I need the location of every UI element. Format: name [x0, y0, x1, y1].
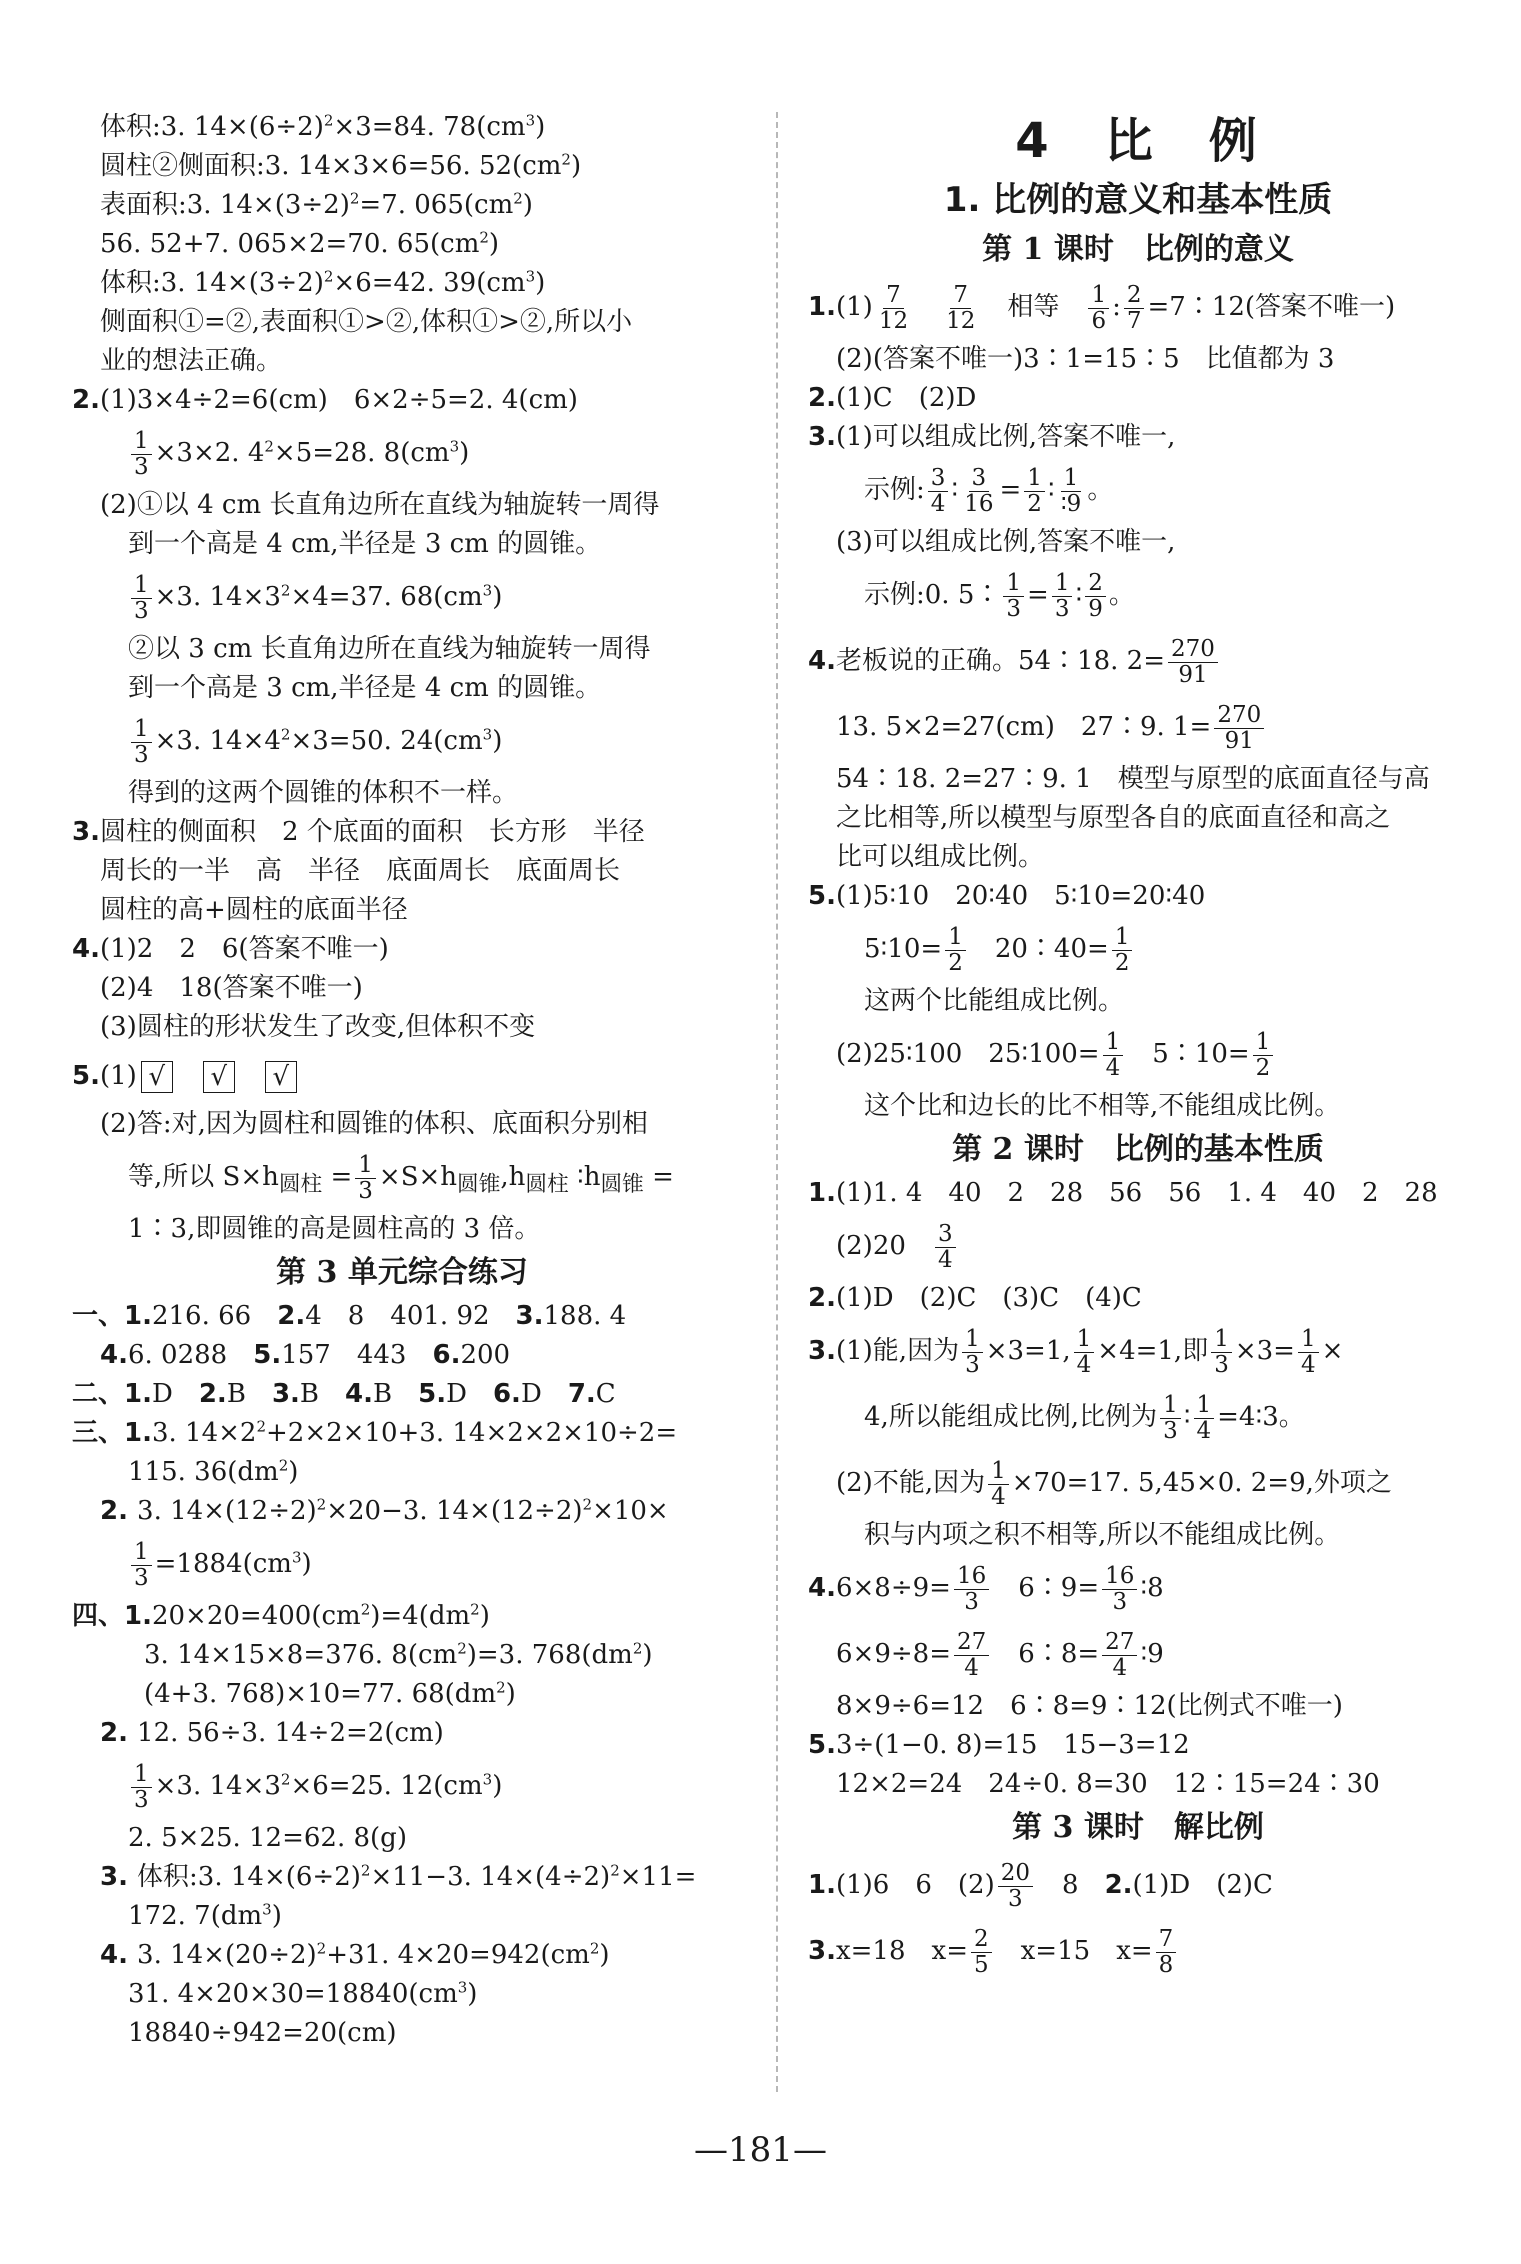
- exercise-line: 2. 5×25. 12=62. 8(g): [128, 1823, 407, 1853]
- fraction: $\frac{1}{4}$: [1298, 1327, 1319, 1378]
- answer-line: 周长的一半 高 半径 底面周长 底面周长: [100, 856, 621, 886]
- fraction: $\frac{1}{∶9}$: [1060, 464, 1082, 517]
- section-title: 第 3 单元综合练习: [276, 1255, 528, 1290]
- fraction: $\frac{2}{7}$: [1124, 283, 1145, 334]
- fraction: $\frac{1}{3}$: [1052, 571, 1073, 622]
- fraction: $\frac{27}{4}$: [954, 1630, 989, 1681]
- right-column: [808, 108, 1468, 1984]
- question-1: 1.(1) $\frac{7}{12}$ $\frac{7}{12}$ 相等 $\frac{1}{6}$ : $\frac{2}{7}$ =7∶12(答案不唯一): [808, 281, 1396, 334]
- answer-line: (2)20 $\frac{3}{4}$: [808, 1213, 1468, 1279]
- answer-line: $\frac{1}{3}$ ×3. $14\times 3^2\times 4=37$. $68(cm^3)$: [72, 564, 732, 630]
- answer-line: (3)可以组成比例,答案不唯一,: [836, 527, 1176, 557]
- answer-line: $\frac{1}{3}$ ×3. $14\times 4^2\times 3=50$. $24(cm^3)$: [72, 708, 732, 774]
- question-1: 1.(1)6 6 (2) $\frac{20}{3}$ 8 2.(1)D (2)C: [808, 1859, 1273, 1912]
- question-3: 3.x=18 x= $\frac{2}{5}$ x=15 x= $\frac{7}{8}$: [808, 1918, 1468, 1984]
- lesson-title: 第 3 课时 解比例: [1012, 1810, 1264, 1845]
- exercise-line: 3. 体积:3. $14\times(6\div 2)^2\times 11-3$. $14\times(4\div 2)^2\times 11=$: [100, 1861, 697, 1892]
- exercise-line: 4. 3. $14\times(20\div 2)^2+31$. $4\times 20=942(cm^2)$: [100, 1939, 610, 1970]
- question-3: 3.圆柱的侧面积 2 个底面的面积 长方形 半径: [72, 817, 645, 847]
- exercise-line: 3. 14×15×8=376. $8(cm^2)=3$. $768(dm^2)$: [144, 1639, 653, 1670]
- fraction: $\frac{1}{3}$: [131, 429, 152, 480]
- exercise-line: 一、1.216. 66 2.4 8 401. 92 3.188. 4: [72, 1301, 627, 1331]
- fraction: $\frac{1}{3}$: [1003, 571, 1024, 622]
- answer-line: 1∶3,即圆锥的高是圆柱高的 3 倍。: [128, 1214, 541, 1244]
- chapter-title: 4 比 例: [1015, 113, 1261, 169]
- answer-line: (2)25∶100 25∶100= $\frac{1}{4}$ 5∶10= $\frac{1}{2}$: [808, 1021, 1468, 1087]
- answer-line: (3)圆柱的形状发生了改变,但体积不变: [100, 1012, 536, 1042]
- answer-line: (2)①以 4 cm 长直角边所在直线为轴旋转一周得: [100, 490, 660, 520]
- fraction: $\frac{3}{4}$: [928, 466, 949, 517]
- fraction: $\frac{1}{3}$: [355, 1153, 376, 1204]
- fraction: $\frac{7}{12}$: [878, 281, 909, 334]
- exercise-line: 4.6. 0288 5.157 443 6.200: [100, 1340, 511, 1370]
- fraction: $\frac{1}{3}$: [131, 573, 152, 624]
- section-title: 1. 比例的意义和基本性质: [943, 180, 1333, 220]
- question-5: 5.(1)5∶10 20∶40 5∶10=20∶40: [808, 881, 1206, 911]
- exercise-line: 31. $4\times 20\times 30=18840(cm^3)$: [128, 1978, 478, 2009]
- exercise-line: 115. $36(dm^2)$: [128, 1456, 299, 1487]
- answer-line: (2)(答案不唯一)3∶1=15∶5 比值都为 3: [836, 344, 1335, 374]
- fraction: $\frac{1}{3}$: [131, 1762, 152, 1813]
- fraction: $\frac{1}{2}$: [1253, 1030, 1274, 1081]
- fraction: $\frac{1}{2}$: [945, 925, 966, 976]
- lesson-title: 第 1 课时 比例的意义: [982, 232, 1294, 267]
- answer-line: 6×9÷8= $\frac{27}{4}$ 6∶8= $\frac{27}{4}$ ∶9: [836, 1628, 1164, 1681]
- fraction: $\frac{1}{3}$: [1160, 1393, 1181, 1444]
- answer-line: 等,所以 $S\times h_{圆柱}$ = $\frac{1}{3}$ $\times S\times h_{圆锥},h_{圆柱}$ $∶h_{圆锥}$ =: [128, 1151, 674, 1204]
- fraction: $\frac{1}{4}$: [1194, 1393, 1215, 1444]
- answer-line: 54∶18. 2=27∶9. 1 模型与原型的底面直径与高: [836, 764, 1430, 794]
- answer-line: 之比相等,所以模型与原型各自的底面直径和高之: [836, 803, 1391, 833]
- exercise-line: 172. $7(dm^3)$: [128, 1900, 282, 1931]
- answer-line: 13. 5×2=27(cm) 27∶9. 1= $\frac{270}{91}$: [808, 694, 1468, 760]
- question-4: 4.(1)2 2 6(答案不唯一): [72, 934, 389, 964]
- fraction: $\frac{1}{2}$: [1024, 466, 1045, 517]
- answer-line: 4,所以能组成比例,比例为 $\frac{1}{3}$ ∶ $\frac{1}{4}$ =4∶3。: [864, 1391, 1305, 1444]
- fraction: $\frac{3}{4}$: [935, 1222, 956, 1273]
- question-2: 2.(1)3×4÷2=6(cm) 6×2÷5=2. 4(cm): [72, 385, 578, 415]
- question-4: 4.6×8÷9= $\frac{16}{3}$ 6∶9= $\frac{16}{3}$ ∶8: [808, 1562, 1164, 1615]
- fraction: $\frac{27}{4}$: [1102, 1630, 1137, 1681]
- answer-line: 比可以组成比例。: [836, 842, 1045, 872]
- exercise-line: 二、1.D 2.B 3.B 4.B 5.D 6.D 7.C: [72, 1379, 616, 1409]
- answer-line: 得到的这两个圆锥的体积不一样。: [128, 778, 519, 808]
- exercise-line: $\frac{1}{3}$ $=1884(cm^3)$: [72, 1531, 732, 1597]
- fraction: $\frac{2}{5}$: [971, 1927, 992, 1978]
- fraction: $\frac{1}{3}$: [131, 717, 152, 768]
- answer-line: 业的想法正确。: [100, 346, 283, 376]
- column-divider: [776, 112, 778, 2092]
- fraction: $\frac{1}{6}$: [1088, 283, 1109, 334]
- answer-line: (2)答:对,因为圆柱和圆锥的体积、底面积分别相: [100, 1109, 648, 1139]
- answer-line: 到一个高是 3 cm,半径是 4 cm 的圆锥。: [128, 673, 602, 703]
- answer-line: (2)不能,因为 $\frac{1}{4}$ ×70=17. 5,45×0. 2=9,外项之: [836, 1457, 1392, 1510]
- answer-line: 56. 52+7. 065×2=70. $65(cm^2)$: [100, 228, 500, 259]
- exercise-line: 四、$1.20\times 20=400(cm^2)=4(dm^2)$: [72, 1600, 490, 1631]
- question-5: 5.3÷(1−0. 8)=15 15−3=12: [808, 1730, 1190, 1760]
- question-2: 2.(1)C (2)D: [808, 383, 977, 413]
- answer-line: 体积:3. $14\times(3\div 2)^2\times 6=42$. $39(cm^3)$: [100, 267, 546, 298]
- left-column: [72, 108, 732, 2053]
- fraction: $\frac{16}{3}$: [954, 1564, 989, 1615]
- answer-line: 这两个比能组成比例。: [864, 986, 1125, 1016]
- checkmark-icon: √: [265, 1061, 297, 1093]
- answer-line: 体积:3. $14\times(6\div 2)^2\times 3=84$. $78(cm^3)$: [100, 111, 546, 142]
- answer-line: 圆柱的高+圆柱的底面半径: [100, 895, 408, 925]
- fraction: $\frac{1}{3}$: [131, 1540, 152, 1591]
- question-4: 4.老板说的正确。54∶18. 2= $\frac{270}{91}$: [808, 628, 1468, 694]
- answer-line: 5∶10= $\frac{1}{2}$ 20∶40= $\frac{1}{2}$: [808, 916, 1468, 982]
- fraction: $\frac{270}{91}$: [1168, 637, 1218, 688]
- fraction: $\frac{7}{8}$: [1156, 1927, 1177, 1978]
- answer-line: 示例:0. 5∶ $\frac{1}{3}$ = $\frac{1}{3}$ ∶ $\frac{2}{9}$ 。: [864, 569, 1135, 622]
- exercise-line: (4+3. 768)×10=77. $68(dm^2)$: [144, 1678, 516, 1709]
- answer-line: (2)4 18(答案不唯一): [100, 973, 363, 1003]
- answer-line: 表面积:3. $14\times(3\div 2)^2=7$. $065(cm^2)$: [100, 189, 533, 220]
- checkmark-icon: √: [203, 1061, 235, 1093]
- answer-line: 圆柱②侧面积:3. 14×3×6=56. $52(cm^2)$: [100, 150, 582, 181]
- exercise-line: $\frac{1}{3}$ ×3. $14\times 3^2\times 6=25$. $12(cm^3)$: [72, 1753, 732, 1819]
- exercise-line: 2. 12. 56÷3. 14÷2=2(cm): [100, 1718, 444, 1748]
- question-2: 2.(1)D (2)C (3)C (4)C: [808, 1283, 1142, 1313]
- exercise-line: 三、1.3. $14\times 2^2+2\times 2\times 10+3$. 14×2×2×10÷2=: [72, 1417, 678, 1448]
- fraction: $\frac{270}{91}$: [1214, 703, 1264, 754]
- answer-line: ②以 3 cm 长直角边所在直线为轴旋转一周得: [128, 634, 651, 664]
- exercise-line: 2. 3. $14\times(12\div 2)^2\times 20-3$. $14\times(12\div 2)^2\times 10\times$: [100, 1495, 669, 1526]
- answer-line: 积与内项之积不相等,所以不能组成比例。: [864, 1520, 1341, 1550]
- fraction: $\frac{16}{3}$: [1102, 1564, 1137, 1615]
- fraction: $\frac{1}{3}$: [962, 1327, 983, 1378]
- lesson-title: 第 2 课时 比例的基本性质: [952, 1132, 1324, 1167]
- exercise-line: 18840÷942=20(cm): [128, 2018, 397, 2048]
- fraction: $\frac{1}{4}$: [1103, 1030, 1124, 1081]
- answer-line: 这个比和边长的比不相等,不能组成比例。: [864, 1091, 1341, 1121]
- answer-line: 12×2=24 24÷0. 8=30 12∶15=24∶30: [836, 1769, 1380, 1799]
- fraction: $\frac{2}{9}$: [1085, 571, 1106, 622]
- answer-line: 到一个高是 4 cm,半径是 3 cm 的圆锥。: [128, 529, 602, 559]
- answer-line: 8×9÷6=12 6∶8=9∶12(比例式不唯一): [836, 1691, 1343, 1721]
- answer-line: 示例: $\frac{3}{4}$ ∶ $\frac{3}{16}$ = $\frac{1}{2}$ ∶ $\frac{1}{∶9}$ 。: [864, 464, 1114, 517]
- fraction: $\frac{20}{3}$: [998, 1861, 1033, 1912]
- fraction: $\frac{1}{4}$: [1074, 1327, 1095, 1378]
- fraction: $\frac{3}{16}$: [964, 464, 994, 517]
- fraction: $\frac{1}{3}$: [1211, 1327, 1232, 1378]
- fraction: $\frac{7}{12}$: [946, 281, 976, 334]
- question-1: 1.(1)1. 4 40 2 28 56 56 1. 4 40 2 28: [808, 1178, 1438, 1208]
- page-number: —181—: [694, 2130, 827, 2170]
- question-3: 3.(1)能,因为 $\frac{1}{3}$ ×3=1, $\frac{1}{4}$ ×4=1,即 $\frac{1}{3}$ ×3= $\frac{1}{4}$ ×: [808, 1325, 1344, 1378]
- answer-line: 侧面积①=②,表面积①>②,体积①>②,所以小: [100, 307, 633, 337]
- fraction: $\frac{1}{2}$: [1112, 925, 1133, 976]
- question-3: 3.(1)可以组成比例,答案不唯一,: [808, 422, 1176, 452]
- answer-line: $\frac{1}{3}$ ×3×2. $4^2\times 5=28$. $8(cm^3)$: [72, 420, 732, 486]
- checkmark-icon: √: [141, 1061, 173, 1093]
- question-5: 5.(1) √ √ √: [72, 1047, 732, 1105]
- fraction: $\frac{1}{4}$: [988, 1459, 1009, 1510]
